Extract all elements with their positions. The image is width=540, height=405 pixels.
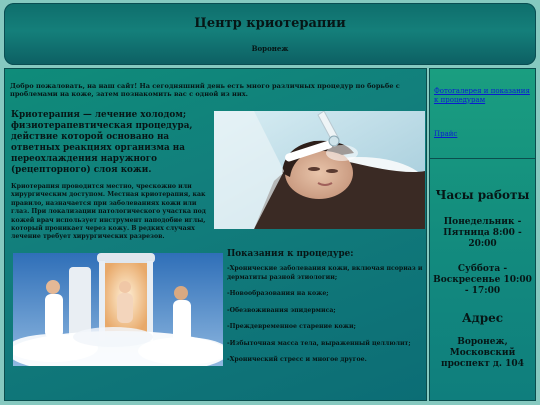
lead-paragraph: Криотерапия — лечение холодом; физиотерапевтическая процедура, действие которой основано на ответных реакциях организма на переохлаждения наружного (рецепторного) слоя кожи. [11,110,193,175]
sidebar-links [430,69,535,159]
indication-item: -Обезвоживания эпидермиса; [227,306,336,314]
cryo-chamber-photo [13,253,223,366]
gallery-link[interactable]: Фотогалерея и показания к процедурам [434,87,530,104]
indication-item: -Избыточная масса тела, выраженный целлюлит; [227,339,411,347]
intro-text: Добро пожаловать, на наш сайт! На сегодняшний день есть много различных процедур по борьбе с проблемами на коже, затем познакомить вас с одной из них. [10,82,400,98]
main-content [4,68,427,401]
indications-block [227,249,425,373]
site-header [4,3,536,65]
hours-title: Часы работы [435,188,530,202]
indication-item: -Новообразования на коже; [227,290,329,297]
hours-weekdays: Понедельник - Пятница 8:00 - 20:00 [443,217,522,249]
indications-title: Показания к процедуре: [227,249,354,259]
address-title: Адрес [461,311,504,325]
site-title: Центр криотерапии [194,16,346,31]
contact-info [430,159,535,370]
body-paragraph: Криотерапия проводится местно, чрескожно или хирургическим доступом. Местная криотерапия, как правило, назначается при заболеваниях кожи или глаз. При локализации патологического участка под кожей врач использует инструмент наподобие иглы, который проникает через кожу. В редких случаях лечение требует хирургических разрезов. [11,183,206,241]
cryo-face-photo [214,111,425,229]
indication-item: -Преждевременное старение кожи; [227,323,356,330]
site-city: Воронеж [251,44,289,53]
hours-weekend: Суббота - Воскресенье 10:00 - 17:00 [433,264,532,296]
indication-item: -Хронический стресс и многое другое. [227,356,367,363]
price-link[interactable]: Прайс [434,130,458,138]
sidebar [429,68,536,401]
address-text: Воронеж, Московский проспект д. 104 [441,337,524,369]
indication-item: -Хронические заболевания кожи, включая псориаз и дерматиты разной этиологии; [227,265,423,281]
